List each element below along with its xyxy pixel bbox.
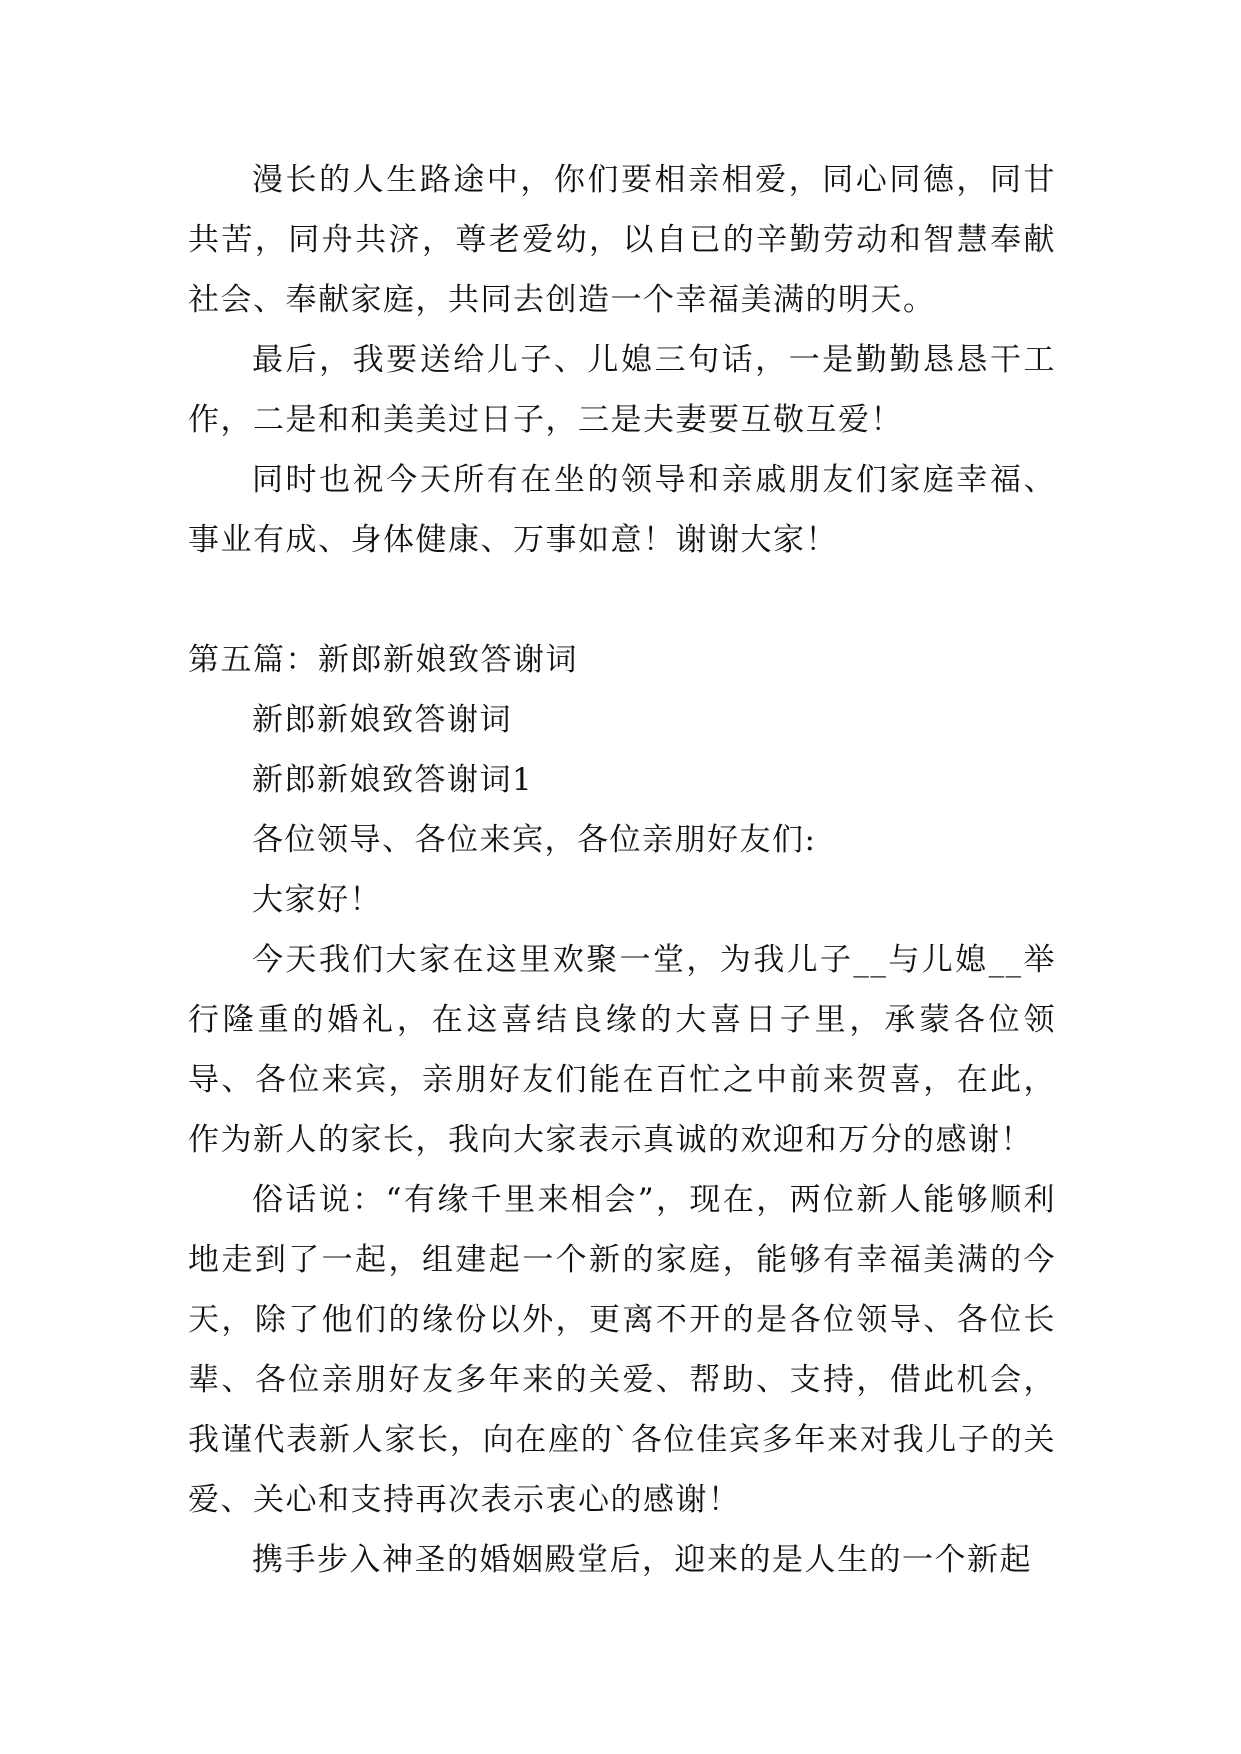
paragraph-gratitude: 俗话说：“有缘千里来相会”，现在，两位新人能够顺利地走到了一起，组建起一个新的家庭，能够有幸福美满的今天，除了他们的缘份以外，更离不开的是各位领导、各位长辈、各位亲朋好友多年来的关爱、帮助、支持，借此机会，我谨代表新人家长，向在座的`各位佳宾多年来对我儿子的关爱、关心和支持再次表示衷心的感谢！ — [188, 1182, 1056, 1518]
paragraph-welcome: 今天我们大家在这里欢聚一堂，为我儿子__与儿媳__举行隆重的婚礼，在这喜结良缘的大喜日子里，承蒙各位领导、各位来宾，亲朋好友们能在百忙之中前来贺喜，在此，作为新人的家长，我向大家表示真诚的欢迎和万分的感谢！ — [188, 942, 1056, 1158]
paragraph-blessing: 同时也祝今天所有在坐的领导和亲戚朋友们家庭幸福、事业有成、身体健康、万事如意！谢谢大家！ — [188, 462, 1056, 558]
section-gap — [188, 570, 1056, 630]
paragraph-greeting: 大家好！ — [252, 882, 382, 918]
paragraph-subtitle: 新郎新娘致答谢词 — [252, 702, 512, 738]
paragraph-new-start: 携手步入神圣的婚姻殿堂后，迎来的是人生的一个新起 — [252, 1542, 1032, 1578]
document-body — [188, 150, 1056, 1590]
paragraph-salutation: 各位领导、各位来宾，各位亲朋好友们: — [252, 822, 817, 858]
section-heading: 第五篇：新郎新娘致答谢词 — [188, 642, 578, 678]
paragraph-love-advice: 漫长的人生路途中，你们要相亲相爱，同心同德，同甘共苦，同舟共济，尊老爱幼，以自已的辛勤劳动和智慧奉献社会、奉献家庭，共同去创造一个幸福美满的明天。 — [188, 162, 1056, 318]
paragraph-three-sayings: 最后，我要送给儿子、儿媳三句话，一是勤勤恳恳干工作，二是和和美美过日子，三是夫妻要互敬互爱！ — [188, 342, 1056, 438]
paragraph-subtitle-numbered: 新郎新娘致答谢词1 — [252, 762, 534, 798]
